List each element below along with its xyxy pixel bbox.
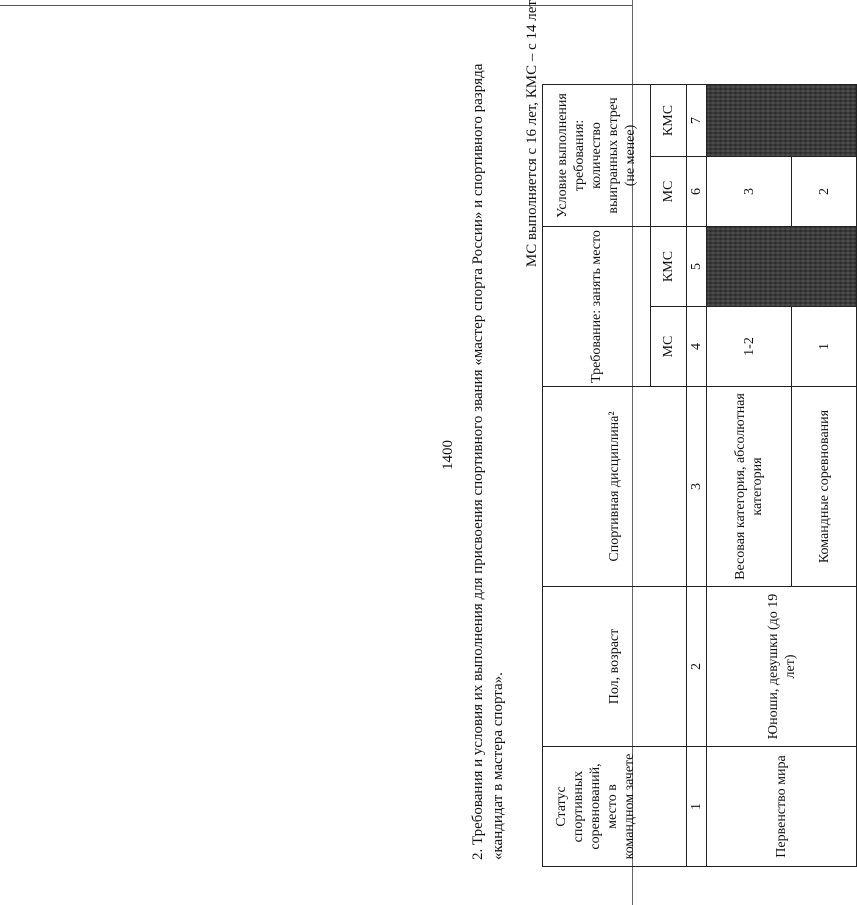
row-discipline: Командные соревнования: [792, 387, 857, 587]
age-note: МС выполняется с 16 лет, КМС – с 14 лет: [524, 0, 540, 268]
row-gender-age: Юноши, девушки (до 19 лет): [707, 587, 857, 747]
col-number: 7: [687, 85, 707, 157]
redacted-cell: [707, 227, 857, 307]
row-req-ms: 1-2: [707, 307, 792, 387]
header-req-ms: МС: [651, 307, 687, 387]
row-cond-ms: 2: [792, 157, 857, 227]
row-status: Первенство мира: [707, 747, 857, 867]
header-req-kms: КМС: [651, 227, 687, 307]
col-number: 6: [687, 157, 707, 227]
col-number: 1: [687, 747, 707, 867]
header-discipline: Спортивная дисциплина²: [543, 387, 687, 587]
header-gender-age: Пол, возраст: [543, 587, 687, 747]
header-status: Статус спортивных соревнований, место в командном зачете: [543, 747, 687, 867]
row-cond-ms: 3: [707, 157, 792, 227]
requirements-table: [542, 84, 857, 867]
header-condition: Условие выполнения требования: количество выигранных встреч (не менее): [543, 85, 651, 227]
row-discipline: Весовая категория, абсолютная категория: [707, 387, 792, 587]
section-heading: 2. Требования и условия их выполнения для присвоения спортивного звания «мастер спорта России» и спортивного разряда «кандидат в мастера спорта».: [470, 63, 506, 860]
header-cond-ms: МС: [651, 157, 687, 227]
col-number: 3: [687, 387, 707, 587]
redacted-cell: [707, 85, 857, 157]
col-number: 5: [687, 227, 707, 307]
col-number: 4: [687, 307, 707, 387]
page-number: 1400: [440, 440, 456, 470]
row-req-ms: 1: [792, 307, 857, 387]
header-requirement: Требование: занять место: [543, 227, 651, 387]
header-cond-kms: КМС: [651, 85, 687, 157]
col-number: 2: [687, 587, 707, 747]
